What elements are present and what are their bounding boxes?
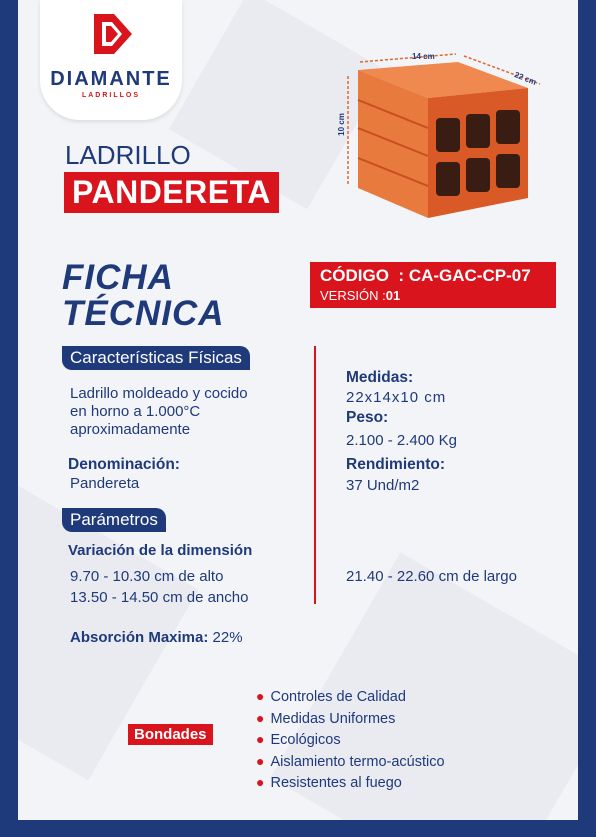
bondades-list [256, 686, 445, 794]
description-line: aproximadamente [70, 421, 191, 438]
list-item [256, 686, 445, 708]
absorcion-label: Absorción Maxima: [70, 629, 209, 646]
bullet-icon: ● [256, 709, 265, 726]
absorcion-line [70, 629, 243, 647]
list-item-label: Ecológicos [270, 732, 341, 748]
code-separator: : [398, 266, 405, 285]
medidas-value: 22x14x10 cm [346, 389, 447, 406]
bullet-icon: ● [256, 688, 265, 704]
description-line: en horno a 1.000°C [70, 403, 201, 420]
diamante-logo-icon [88, 10, 134, 58]
height-dimension-label: 10 cm [336, 113, 346, 136]
brand-logo [40, 0, 182, 120]
code-line [320, 266, 531, 286]
bondades-heading: Bondades [128, 724, 213, 745]
list-item-label: Controles de Calidad [270, 689, 406, 705]
caracteristicas-description [70, 385, 248, 439]
brick-image [328, 40, 568, 230]
brick-illustration [328, 40, 568, 230]
bullet-icon: ● [256, 752, 265, 769]
description-line: Ladrillo moldeado y cocido [70, 385, 248, 402]
brand-name: DIAMANTE [50, 68, 172, 90]
product-name: PANDERETA [64, 172, 279, 213]
largo-range: 21.40 - 22.60 cm de largo [346, 568, 517, 585]
alto-range: 9.70 - 10.30 cm de alto [70, 568, 224, 585]
data-sheet-page [18, 0, 578, 820]
code-value: CA-GAC-CP-07 [408, 266, 531, 285]
list-item-label: Medidas Uniformes [270, 710, 396, 727]
peso-label: Peso: [346, 409, 389, 426]
variacion-label: Variación de la dimensión [68, 542, 253, 559]
width-dimension-label: 14 cm [412, 52, 435, 61]
caracteristicas-heading: Características Físicas [62, 346, 250, 370]
rendimiento-label: Rendimiento: [346, 456, 446, 473]
column-divider [314, 346, 316, 604]
parametros-heading: Parámetros [62, 508, 166, 532]
ficha-line-2: TÉCNICA [62, 294, 225, 333]
ficha-line-1: FICHA [62, 258, 174, 297]
ancho-range: 13.50 - 14.50 cm de ancho [70, 589, 249, 606]
bullet-icon: ● [256, 774, 265, 790]
length-dimension-label: 22 cm [513, 70, 538, 87]
code-box [310, 262, 556, 308]
list-item [256, 772, 445, 794]
list-item-label: Aislamiento termo-acústico [270, 753, 445, 770]
peso-value: 2.100 - 2.400 Kg [346, 432, 457, 449]
list-item-label: Resistentes al fuego [270, 775, 402, 791]
brand-subtitle: LADRILLOS [81, 92, 141, 99]
bullet-icon: ● [256, 731, 265, 747]
version-line [320, 288, 400, 303]
ficha-tecnica-title [62, 260, 225, 332]
list-item [256, 729, 445, 751]
denominacion-label: Denominación: [68, 456, 180, 473]
version-separator: : [382, 288, 386, 303]
list-item [256, 751, 445, 773]
absorcion-value: 22% [212, 629, 243, 646]
medidas-label: Medidas: [346, 369, 414, 386]
version-label: VERSIÓN [320, 288, 379, 303]
rendimiento-value: 37 Und/m2 [346, 477, 420, 494]
code-label: CÓDIGO [320, 266, 389, 285]
list-item [256, 708, 445, 730]
denominacion-value: Pandereta [70, 475, 140, 492]
product-category: LADRILLO [65, 140, 191, 170]
version-value: 01 [385, 288, 401, 303]
